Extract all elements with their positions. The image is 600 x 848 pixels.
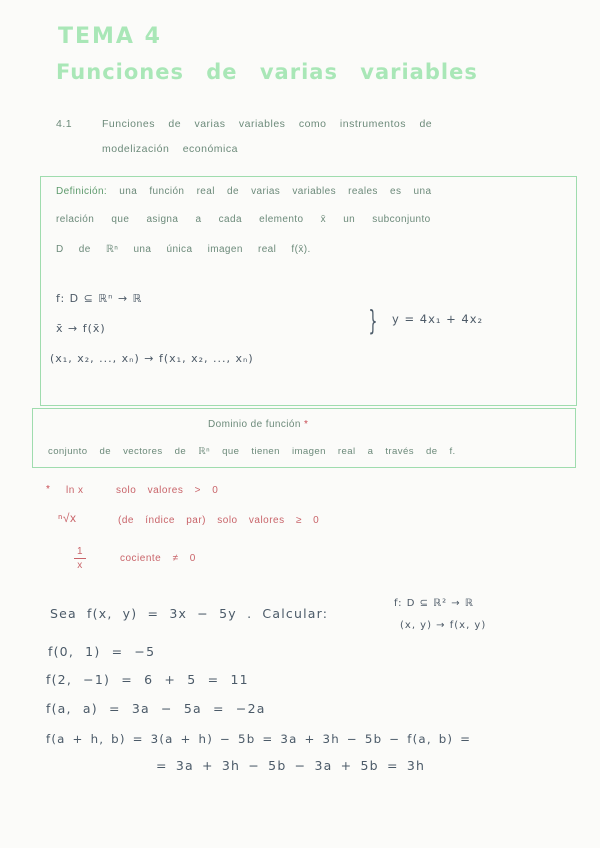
domain-text: conjunto de vectores de ℝⁿ que tienen imagen real a través de f. (48, 446, 456, 457)
note-root-symbol: ⁿ√x (58, 511, 77, 525)
definition-line-1: Definición: una función real de varias variables reales es una (56, 186, 432, 197)
definition-line-3: D de ℝⁿ una única imagen real f(x̄). (56, 244, 311, 255)
definition-label: Definición: (56, 186, 108, 197)
section-number: 4.1 (56, 118, 73, 130)
definition-math-3: (x₁, x₂, ..., xₙ) → f(x₁, x₂, ..., xₙ) (50, 352, 254, 365)
domain-heading: Dominio de función * (208, 419, 309, 430)
note-ln-symbol: ln x (66, 485, 84, 496)
section-heading: Funciones de varias variables como instrumentos de (102, 118, 433, 130)
page-subtitle: Funciones de varias variables (56, 60, 478, 84)
section-heading-cont: modelización económica (102, 143, 238, 155)
exercise-mapping-2: (x, y) → f(x, y) (400, 620, 487, 631)
exercise-line-4: f(a + h, b) = 3(a + h) − 5b = 3a + 3h − 5b − f(a, b) = (46, 732, 472, 746)
definition-math-2: x̄ → f(x̄) (56, 322, 106, 335)
exercise-statement: Sea f(x, y) = 3x − 5y . Calcular: (50, 606, 329, 621)
asterisk-icon: * (46, 484, 51, 495)
definition-box (40, 176, 577, 406)
note-ln-text: solo valores > 0 (116, 485, 219, 496)
note-fraction-text: cociente ≠ 0 (120, 553, 196, 564)
note-root-text: (de índice par) solo valores ≥ 0 (118, 515, 320, 526)
domain-box (32, 408, 576, 468)
definition-example: y = 4x₁ + 4x₂ (392, 312, 484, 326)
asterisk-icon: * (304, 419, 309, 430)
note-fraction: 1 x (74, 545, 86, 572)
exercise-line-3: f(a, a) = 3a − 5a = −2a (46, 701, 266, 716)
exercise-mapping-1: f: D ⊆ ℝ² → ℝ (394, 598, 474, 609)
page-title: TEMA 4 (58, 24, 162, 49)
definition-line-2: relación que asigna a cada elemento x̄ un subconjunto (56, 214, 431, 225)
exercise-line-1: f(0, 1) = −5 (48, 644, 156, 659)
exercise-line-2: f(2, −1) = 6 + 5 = 11 (46, 672, 249, 687)
definition-math-1: f: D ⊆ ℝⁿ → ℝ (56, 292, 143, 305)
exercise-line-5: = 3a + 3h − 5b − 3a + 5b = 3h (156, 758, 426, 773)
brace-icon: } (368, 304, 378, 337)
